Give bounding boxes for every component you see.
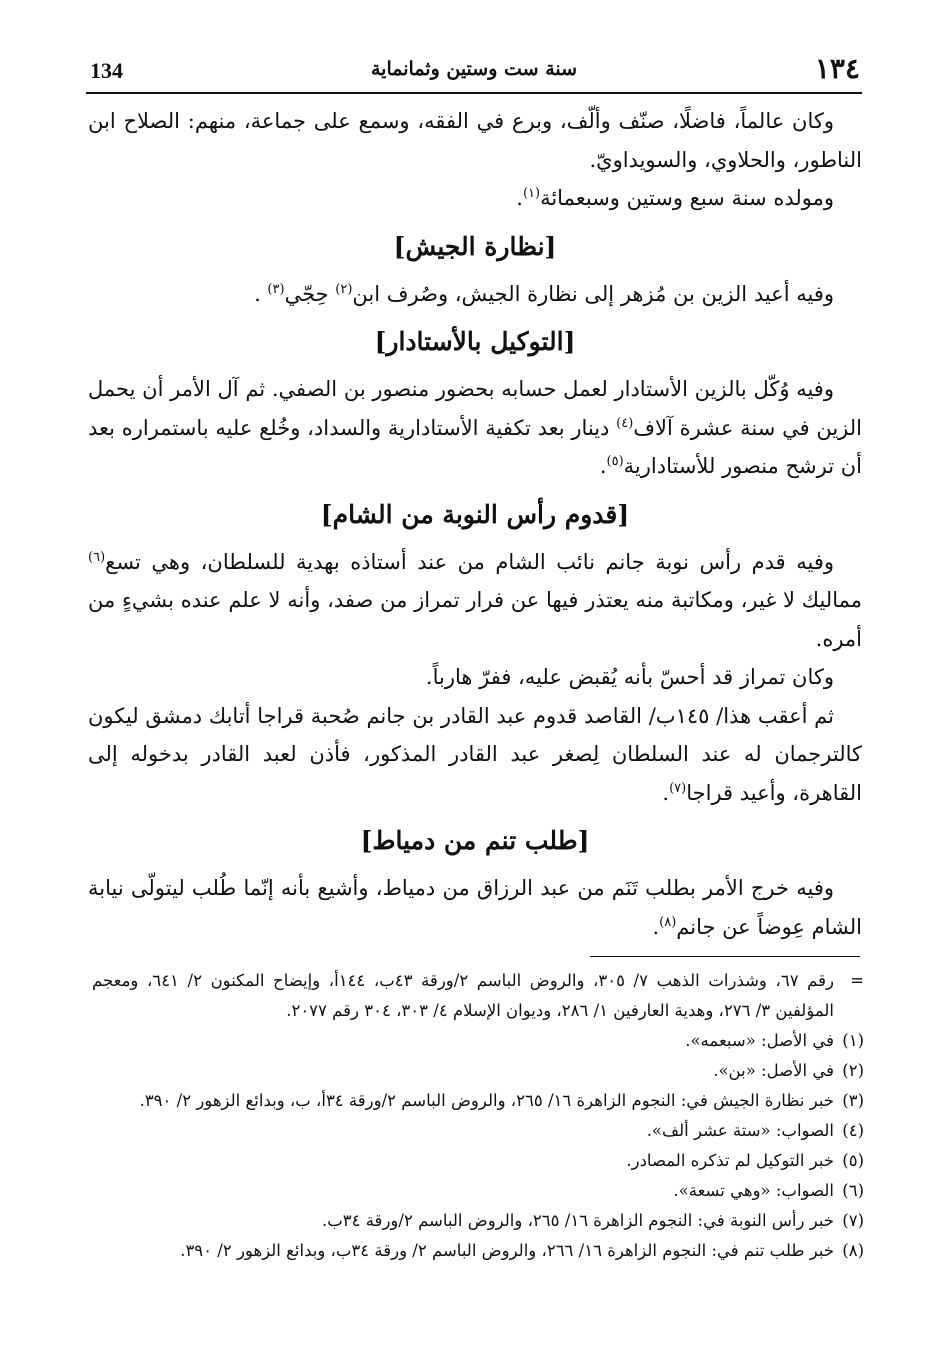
footnote-separator xyxy=(590,956,860,957)
paragraph: وفيه وُكّل بالزين الأستادار لعمل حسابه بحضور منصور بن الصفي. ثم آل الأمر أن يحمل الزين في سنة عشرة آلاف$^{(٤)}$ دينار بعد تكفية الأستادارية والسداد، وخُلع عليه باستمراره بعد أن ترشح منصور للأستادارية$^{(٥)}$. xyxy=(88,377,862,478)
footnote-text: خبر رأس النوبة في: النجوم الزاهرة ١٦/ ٢٦٥، والروض الباسم ٢/ورقة ٣٤ب. xyxy=(321,1211,834,1230)
header-rule xyxy=(86,92,862,94)
footnote-text: في الأصل: «بن». xyxy=(713,1061,834,1080)
section-heading: [نظارة الجيش] xyxy=(393,231,557,261)
paragraph: ثم أعقب هذا/ ١٤٥ب/ القاصد قدوم عبد القادر بن جانم صُحبة قراجا أتابك دمشق ليكون كالترجمان له عند السلطان لِصغر عبد القادر المذكور، فأذن لعبد القادر بدخوله إلى القاهرة، وأعيد قراجا$^{(٧)}$. xyxy=(88,703,862,805)
footnote-mark: (٣) xyxy=(842,1091,864,1110)
footnote-text: الصواب: «وهي تسعة». xyxy=(673,1181,834,1200)
footnote-mark: (٥) xyxy=(842,1151,864,1170)
paragraph: ومولده سنة سبع وستين وسبعمائة$^{(١)}$. xyxy=(516,186,834,210)
footnote-text: رقم ٦٧، وشذرات الذهب ٧/ ٣٠٥، والروض الباسم ٢/ورقة ٤٣ب، ١٤٤أ، وإيضاح المكنون ٢/ ٦٤١، ومعجم المؤلفين ٣/ ٢٧٦، وهدية العارفين ١/ ٢٨٦، وديوان الإسلام ٤/ ٣٠٣، ٣٠٤ رقم ٢٠٧٧. xyxy=(92,971,834,1020)
footnote-mark: (٨) xyxy=(842,1241,864,1260)
section-heading: [قدوم رأس النوبة من الشام] xyxy=(320,499,630,529)
footnote-ref: (١) xyxy=(522,186,541,201)
footnote-mark: (٧) xyxy=(842,1211,864,1230)
footnotes xyxy=(92,966,864,1266)
footnote-text: خبر نظارة الجيش في: النجوم الزاهرة ١٦/ ٢٦٥، والروض الباسم ٢/ورقة ٣٤أ، ب، وبدائع الزهور ٢/ ٣٩٠. xyxy=(139,1091,834,1110)
footnote-ref: (٨) xyxy=(659,914,677,930)
footnote xyxy=(92,1176,864,1206)
footnote-mark: = xyxy=(850,971,864,990)
section-heading: [التوكيل بالأستادار] xyxy=(374,327,576,356)
paragraph: وفيه أعيد الزين بن مُزهر إلى نظارة الجيش، وصُرف ابن$^{(٢)}$ حِجّي$^{(٣)}$ . xyxy=(254,281,834,306)
footnote-mark: (٤) xyxy=(842,1121,864,1140)
footnote-ref: (٥) xyxy=(606,454,624,469)
paragraph: وفيه قدم رأس نوبة جانم نائب الشام من عند أستاذه بهدية للسلطان، وهي تسع$^{(٦)}$ مماليك لا غير، ومكاتبة منه يعتذر فيها عن فرار تمراز من صفد، وأنه لا علم عنده بشيءٍ من أمره. xyxy=(88,549,862,651)
footnote xyxy=(92,1146,864,1176)
running-title: سنة ست وستين وثمانماية xyxy=(370,58,578,80)
footnote-ref: (٤) xyxy=(616,415,634,431)
main-text xyxy=(88,102,862,946)
paragraph: وكان عالماً، فاضلًا، صنّف وألّف، وبرع في الفقه، وسمع على جماعة، منهم: الصلاح ابن الناطور، والحلاوي، والسويداويّ. xyxy=(88,109,862,172)
footnote-ref: (٣) xyxy=(267,281,285,297)
footnote-mark: (١) xyxy=(842,1031,864,1050)
footnote xyxy=(92,966,864,1026)
page-number-arabic: ١٣٤ xyxy=(814,52,860,85)
page-header xyxy=(86,48,862,94)
footnote xyxy=(92,1236,864,1266)
footnote-mark: (٢) xyxy=(842,1061,864,1080)
footnote xyxy=(92,1026,864,1056)
footnote-ref: (٧) xyxy=(669,780,687,796)
footnote-text: في الأصل: «سبعمه». xyxy=(685,1031,834,1050)
footnote-ref: (٦) xyxy=(88,549,106,565)
paragraph: وكان تمراز قد أحسّ بأنه يُقبض عليه، ففرّ هارباً. xyxy=(425,665,834,689)
footnote-text: الصواب: «ستة عشر ألف». xyxy=(646,1121,834,1140)
page-number-latin: 134 xyxy=(90,58,123,83)
paragraph: وفيه خرج الأمر بطلب تَنَم من عبد الرزاق من دمياط، وأشيع بأنه إنّما طُلب ليتولّى نيابة الشام عِوضاً عن جانم$^{(٨)}$. xyxy=(88,876,862,939)
footnote xyxy=(92,1056,864,1086)
footnote-text: خبر طلب تنم في: النجوم الزاهرة ١٦/ ٢٦٦، والروض الباسم ٢/ ورقة ٣٤ب، وبدائع الزهور ٢/ ٣٩٠. xyxy=(180,1241,834,1260)
section-heading: [طلب تنم من دمياط] xyxy=(360,826,590,855)
footnote-text: خبر التوكيل لم تذكره المصادر. xyxy=(626,1151,834,1170)
footnote-mark: (٦) xyxy=(842,1181,864,1200)
footnote xyxy=(92,1206,864,1236)
footnote xyxy=(92,1086,864,1116)
footnote-ref: (٢) xyxy=(335,281,353,297)
footnote xyxy=(92,1116,864,1146)
